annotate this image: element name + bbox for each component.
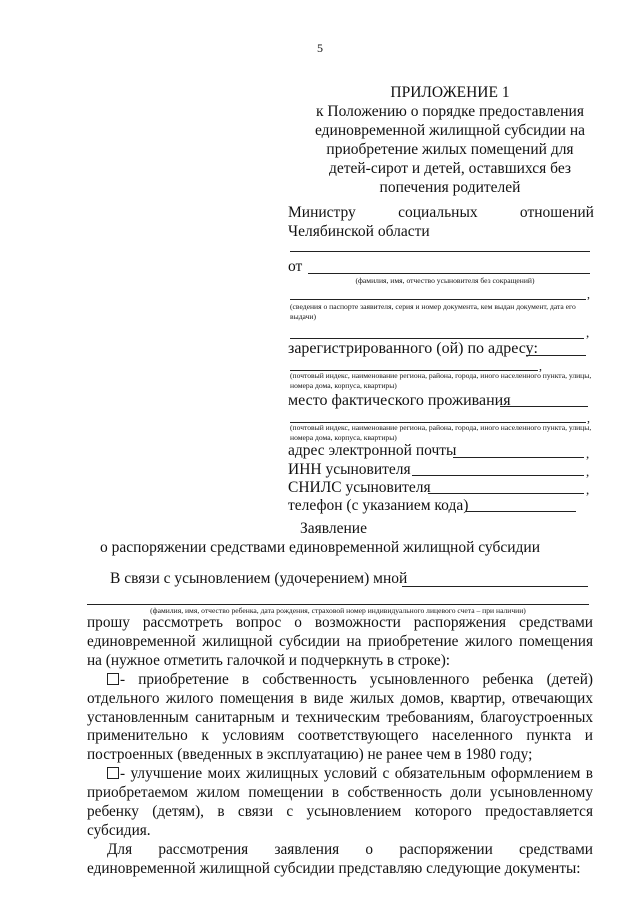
appendix-line: приобретение жилых помещений для [326,141,574,158]
documents-paragraph: Для рассмотрения заявления о распоряжении средствами единовременной жилищной субсидии представляю следующие документы: [87,840,593,877]
residence-row [288,392,594,410]
residence-hint: (почтовый индекс, наименование региона, района, города, иного населенного пункта, улицы, номера дома, корпуса, квартиры) [290,423,592,442]
comma: , [586,464,590,479]
comma: , [586,325,590,340]
comma: , [586,482,590,497]
phone-field[interactable] [466,511,576,512]
child-field-2[interactable] [87,604,589,605]
passport-hint: (сведения о паспорте заявителя, серия и номер документа, кем выдан документ, дата его выдачи) [290,302,576,321]
snils-label: СНИЛС усыновителя [288,479,431,496]
phone-label: телефон (с указанием кода) [288,497,469,514]
addressee-word: социальных [398,204,478,221]
adoption-row [110,570,407,588]
from-label: от [288,258,303,275]
from-hint: (фамилия, имя, отчество усыновителя без сокращений) [355,276,535,285]
inn-label: ИНН усыновителя [288,461,411,478]
phone-row [288,497,594,515]
appendix-line: единовременной жилищной субсидии на [314,122,586,139]
request-paragraph: прошу рассмотреть вопрос о возможности распоряжения средствами единовременной жилищной субсидии на приобретение жилого помещения на (нужное отметить галочкой и подчеркнуть в строке): [87,614,593,669]
addressee-word: Министру [288,204,356,221]
statement-subtitle: о распоряжении средствами единовременной жилищной субсидии [99,539,540,556]
option-1-text: - приобретение в собственность усыновленного ребенка (детей) отдельного жилого помещения в виде жилых домов, квартир, отвечающих установленным санитарным и техническим требованиям, благоустроенных применительно к условиям соответствующего населенного пункта и построенных (введенных в эксплуатацию) не ранее чем в 1980 году; [87,670,593,764]
option-2 [87,765,593,841]
child-field[interactable] [402,586,588,587]
page-number: 5 [317,41,323,55]
option-2-text: - улучшение моих жилищных условий с обязательным оформлением в приобретаемом жилом помещении в собственность доли усыновленному ребенку (детям), в связи с усыновлением которого предоставляется субсидия. [87,765,593,839]
registered-hint: (почтовый индекс, наименование региона, района, города, иного населенного пункта, улицы, номера дома, корпуса, квартиры) [290,371,592,390]
appendix-title: ПРИЛОЖЕНИЕ 1 [390,84,510,101]
snils-row [288,479,594,497]
email-field[interactable] [453,457,584,458]
checkbox-icon[interactable] [107,767,119,779]
child-hint: (фамилия, имя, отчество ребенка, дата рождения, страховой номер индивидуального лицевого счета – при наличии) [150,606,526,615]
passport-field[interactable] [290,299,586,300]
addressee-word: отношений [519,204,594,221]
registered-field[interactable] [526,355,586,356]
snils-field[interactable] [428,493,584,494]
adoption-label: В связи с усыновлением (удочерением) мной [110,570,408,587]
option-1 [87,671,593,766]
statement-body [87,614,593,879]
residence-label: место фактического проживания [288,392,511,409]
residence-field[interactable] [500,406,588,407]
passport-field-2[interactable] [290,338,584,339]
addressee-line [288,204,594,222]
blank-line[interactable] [290,251,590,252]
addressee-region: Челябинской области [288,223,430,240]
comma: , [587,287,590,301]
inn-row [288,461,594,479]
checkbox-icon[interactable] [107,673,119,685]
appendix-line: детей-сирот и детей, оставшихся без [328,160,572,177]
inn-field[interactable] [412,475,584,476]
appendix-line: к Положению о порядке предоставления [316,103,584,120]
from-field[interactable] [308,273,590,274]
comma: , [586,446,590,461]
statement-title: Заявление [300,520,367,537]
registered-label: зарегистрированного (ой) по адресу: [288,340,538,357]
email-label: адрес электронной почты [288,442,457,459]
comma: , [587,411,590,425]
appendix-line: попечения родителей [379,179,521,196]
comma: , [539,359,542,373]
